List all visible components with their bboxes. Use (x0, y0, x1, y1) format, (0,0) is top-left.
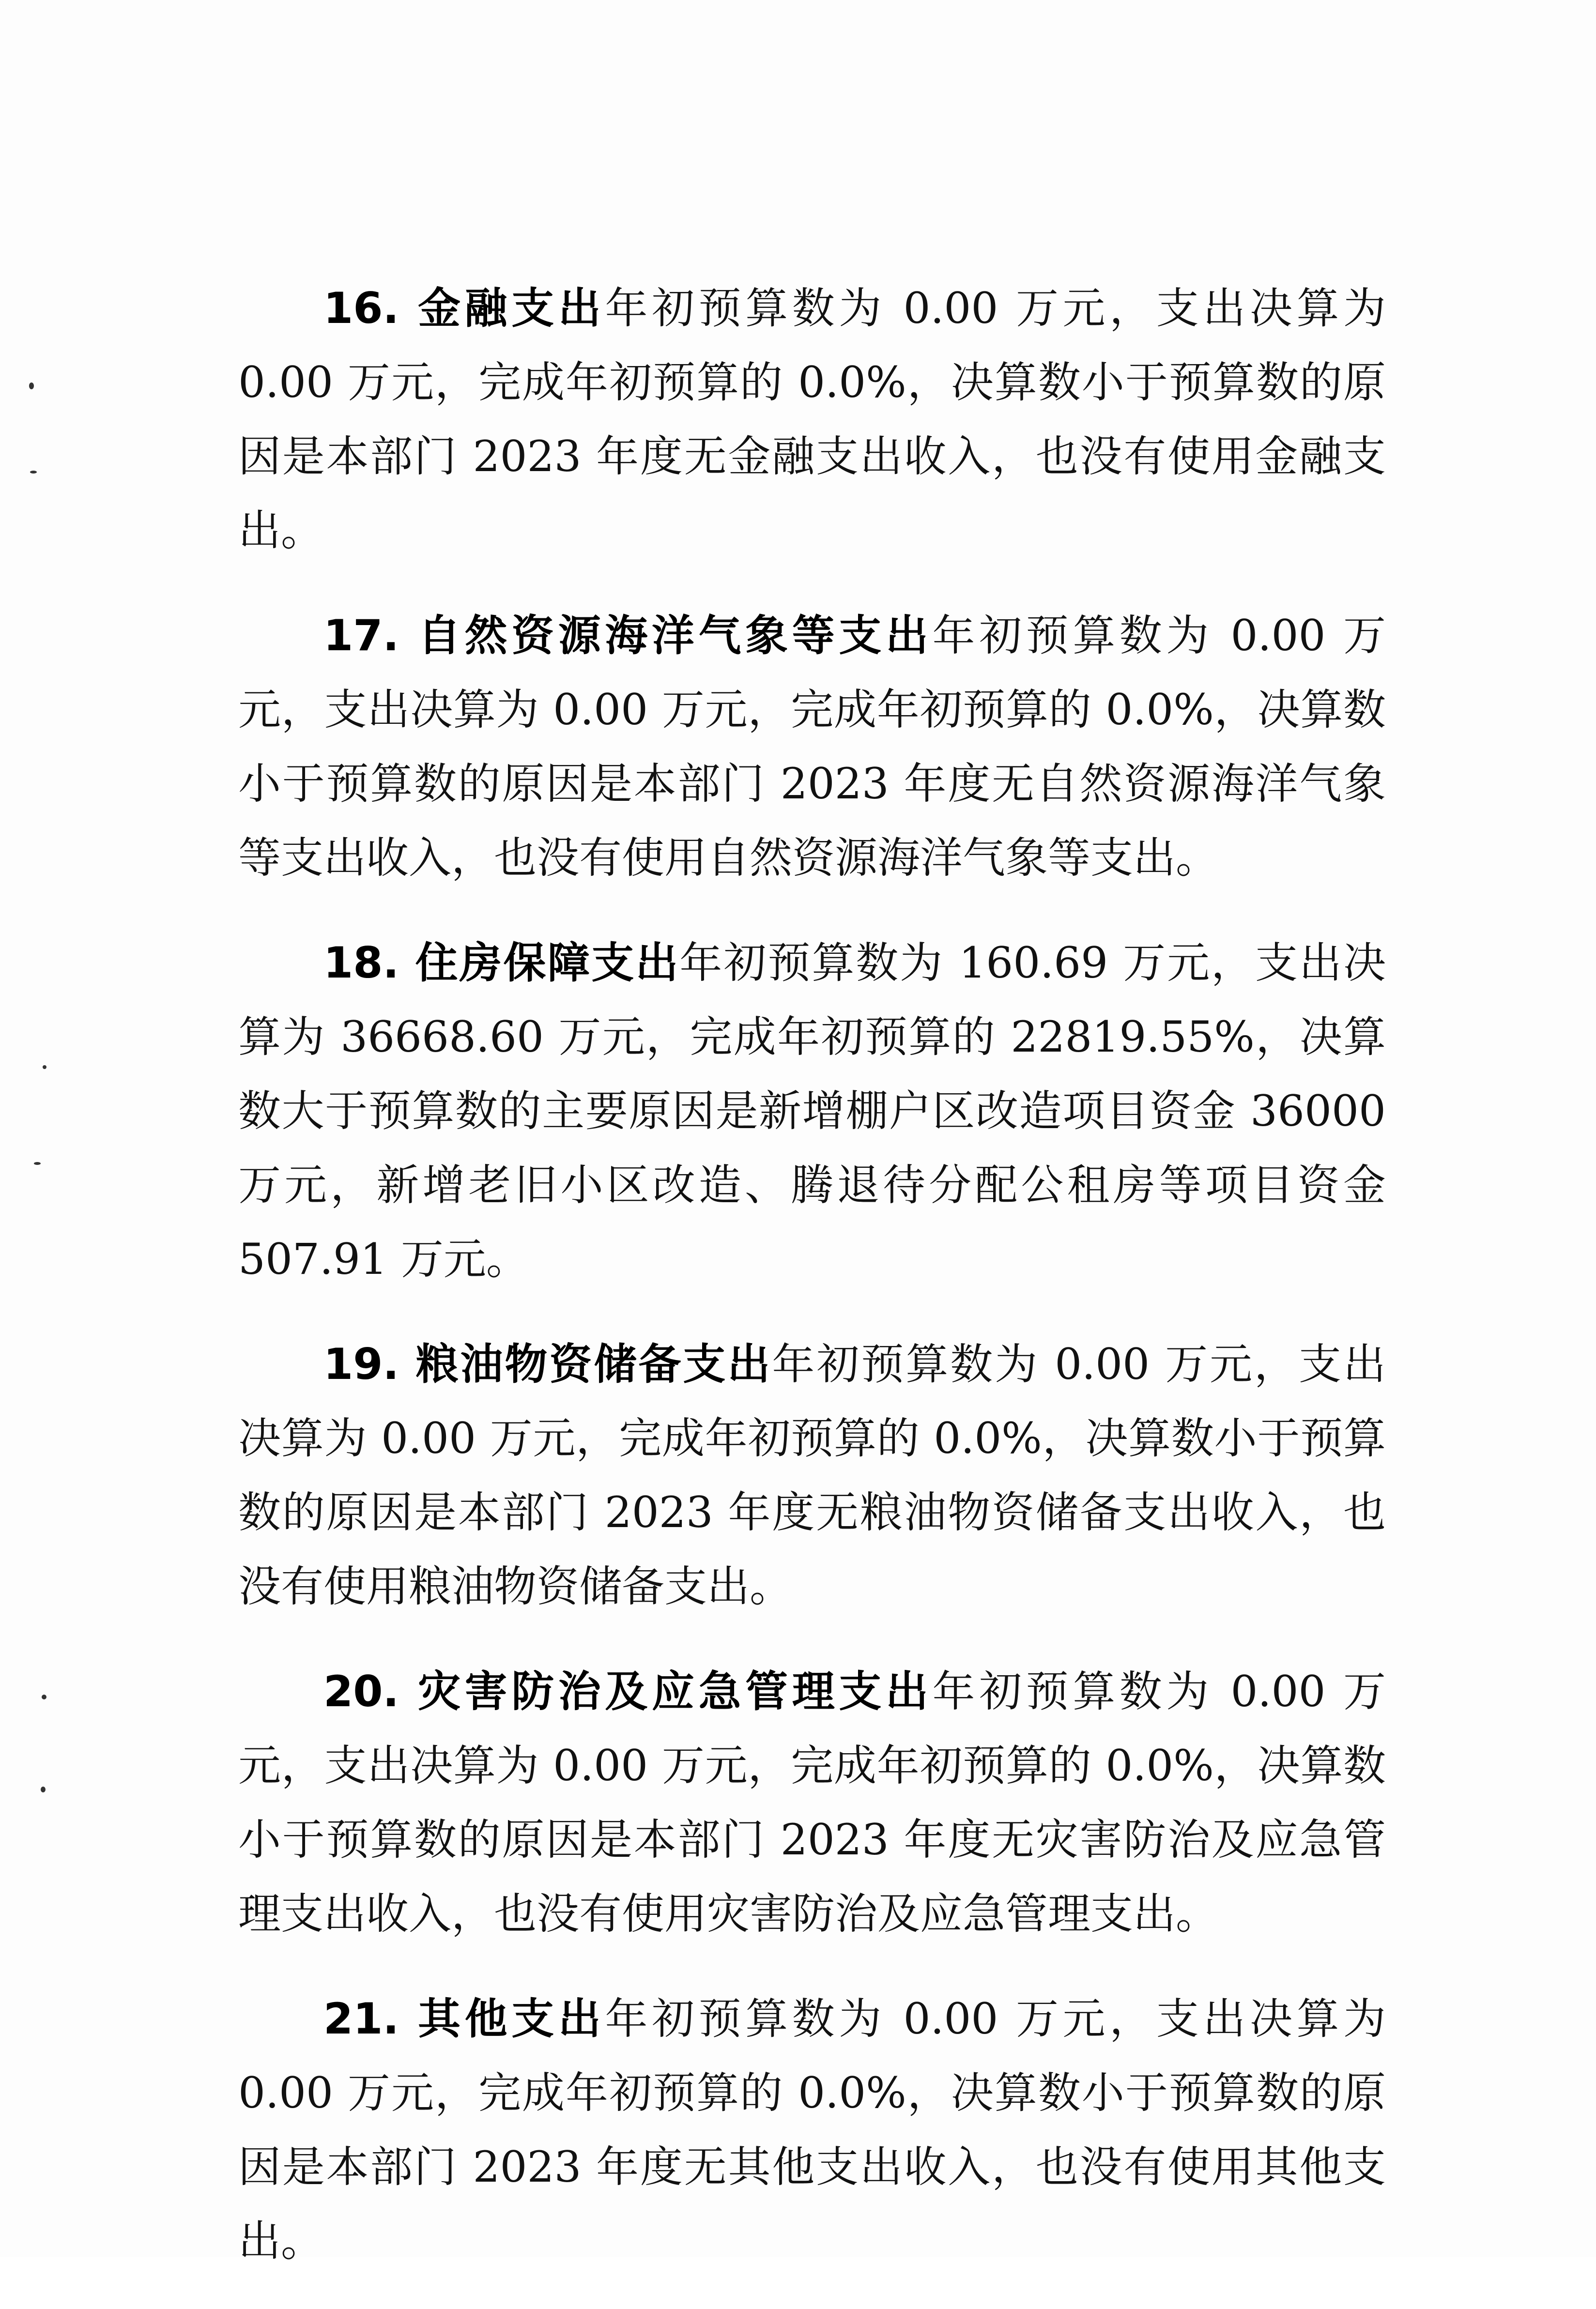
paragraph-heading: 19. 粮油物资储备支出 (323, 1339, 772, 1389)
scan-speck (34, 1162, 41, 1165)
paragraph-text: 年初预算数为 0.00 万元，支出决算为 0.00 万元，完成年初预算的 0.0%，决算数小于预算数的原因是本部门 2023 年度无金融支出收入，也没有使用金融支出。 (238, 283, 1386, 555)
paragraph-text: 年初预算数为 0.00 万元，支出决算为 0.00 万元，完成年初预算的 0.0%，决算数小于预算数的原因是本部门 2023 年度无自然资源海洋气象等支出收入，也没有使用自然资源海洋气象等支出。 (238, 611, 1386, 883)
scan-speck (29, 382, 34, 389)
scan-speck (41, 1787, 46, 1792)
paragraph-text: 年初预算数为 0.00 万元，支出决算为 0.00 万元，完成年初预算的 0.0%，决算数小于预算数的原因是本部门 2023 年度无灾害防治及应急管理支出收入，也没有使用灾害防治及应急管理支出。 (238, 1667, 1386, 1939)
document-body (238, 271, 1386, 2309)
paragraph-other-expenditure (238, 1982, 1386, 2278)
paragraph-natural-resources-expenditure (238, 598, 1386, 895)
paragraph-heading: 21. 其他支出 (323, 1994, 605, 2044)
scan-speck (30, 471, 37, 474)
paragraph-text: 年初预算数为 0.00 万元，支出决算为 0.00 万元，完成年初预算的 0.0%，决算数小于预算数的原因是本部门 2023 年度无粮油物资储备支出收入，也没有使用粮油物资储备支出。 (238, 1339, 1386, 1611)
paragraph-disaster-prevention-expenditure (238, 1654, 1386, 1951)
paragraph-financial-expenditure (238, 271, 1386, 567)
paragraph-text: 年初预算数为 0.00 万元，支出决算为 0.00 万元，完成年初预算的 0.0%，决算数小于预算数的原因是本部门 2023 年度无其他支出收入，也没有使用其他支出。 (238, 1994, 1386, 2266)
paragraph-heading: 20. 灾害防治及应急管理支出 (323, 1667, 933, 1716)
paragraph-heading: 18. 住房保障支出 (323, 938, 680, 988)
paragraph-text: 年初预算数为 160.69 万元，支出决算为 36668.60 万元，完成年初预算的 22819.55%，决算数大于预算数的主要原因是新增棚户区改造项目资金 36000 万元，新增老旧小区改造、腾退待分配公租房等项目资金 507.91 万元。 (238, 938, 1386, 1284)
scan-speck (42, 1695, 46, 1699)
paragraph-housing-expenditure (238, 926, 1386, 1296)
paragraph-heading: 16. 金融支出 (323, 283, 605, 333)
paragraph-heading: 17. 自然资源海洋气象等支出 (323, 611, 933, 660)
scan-speck (43, 1065, 46, 1069)
paragraph-grain-reserve-expenditure (238, 1327, 1386, 1623)
